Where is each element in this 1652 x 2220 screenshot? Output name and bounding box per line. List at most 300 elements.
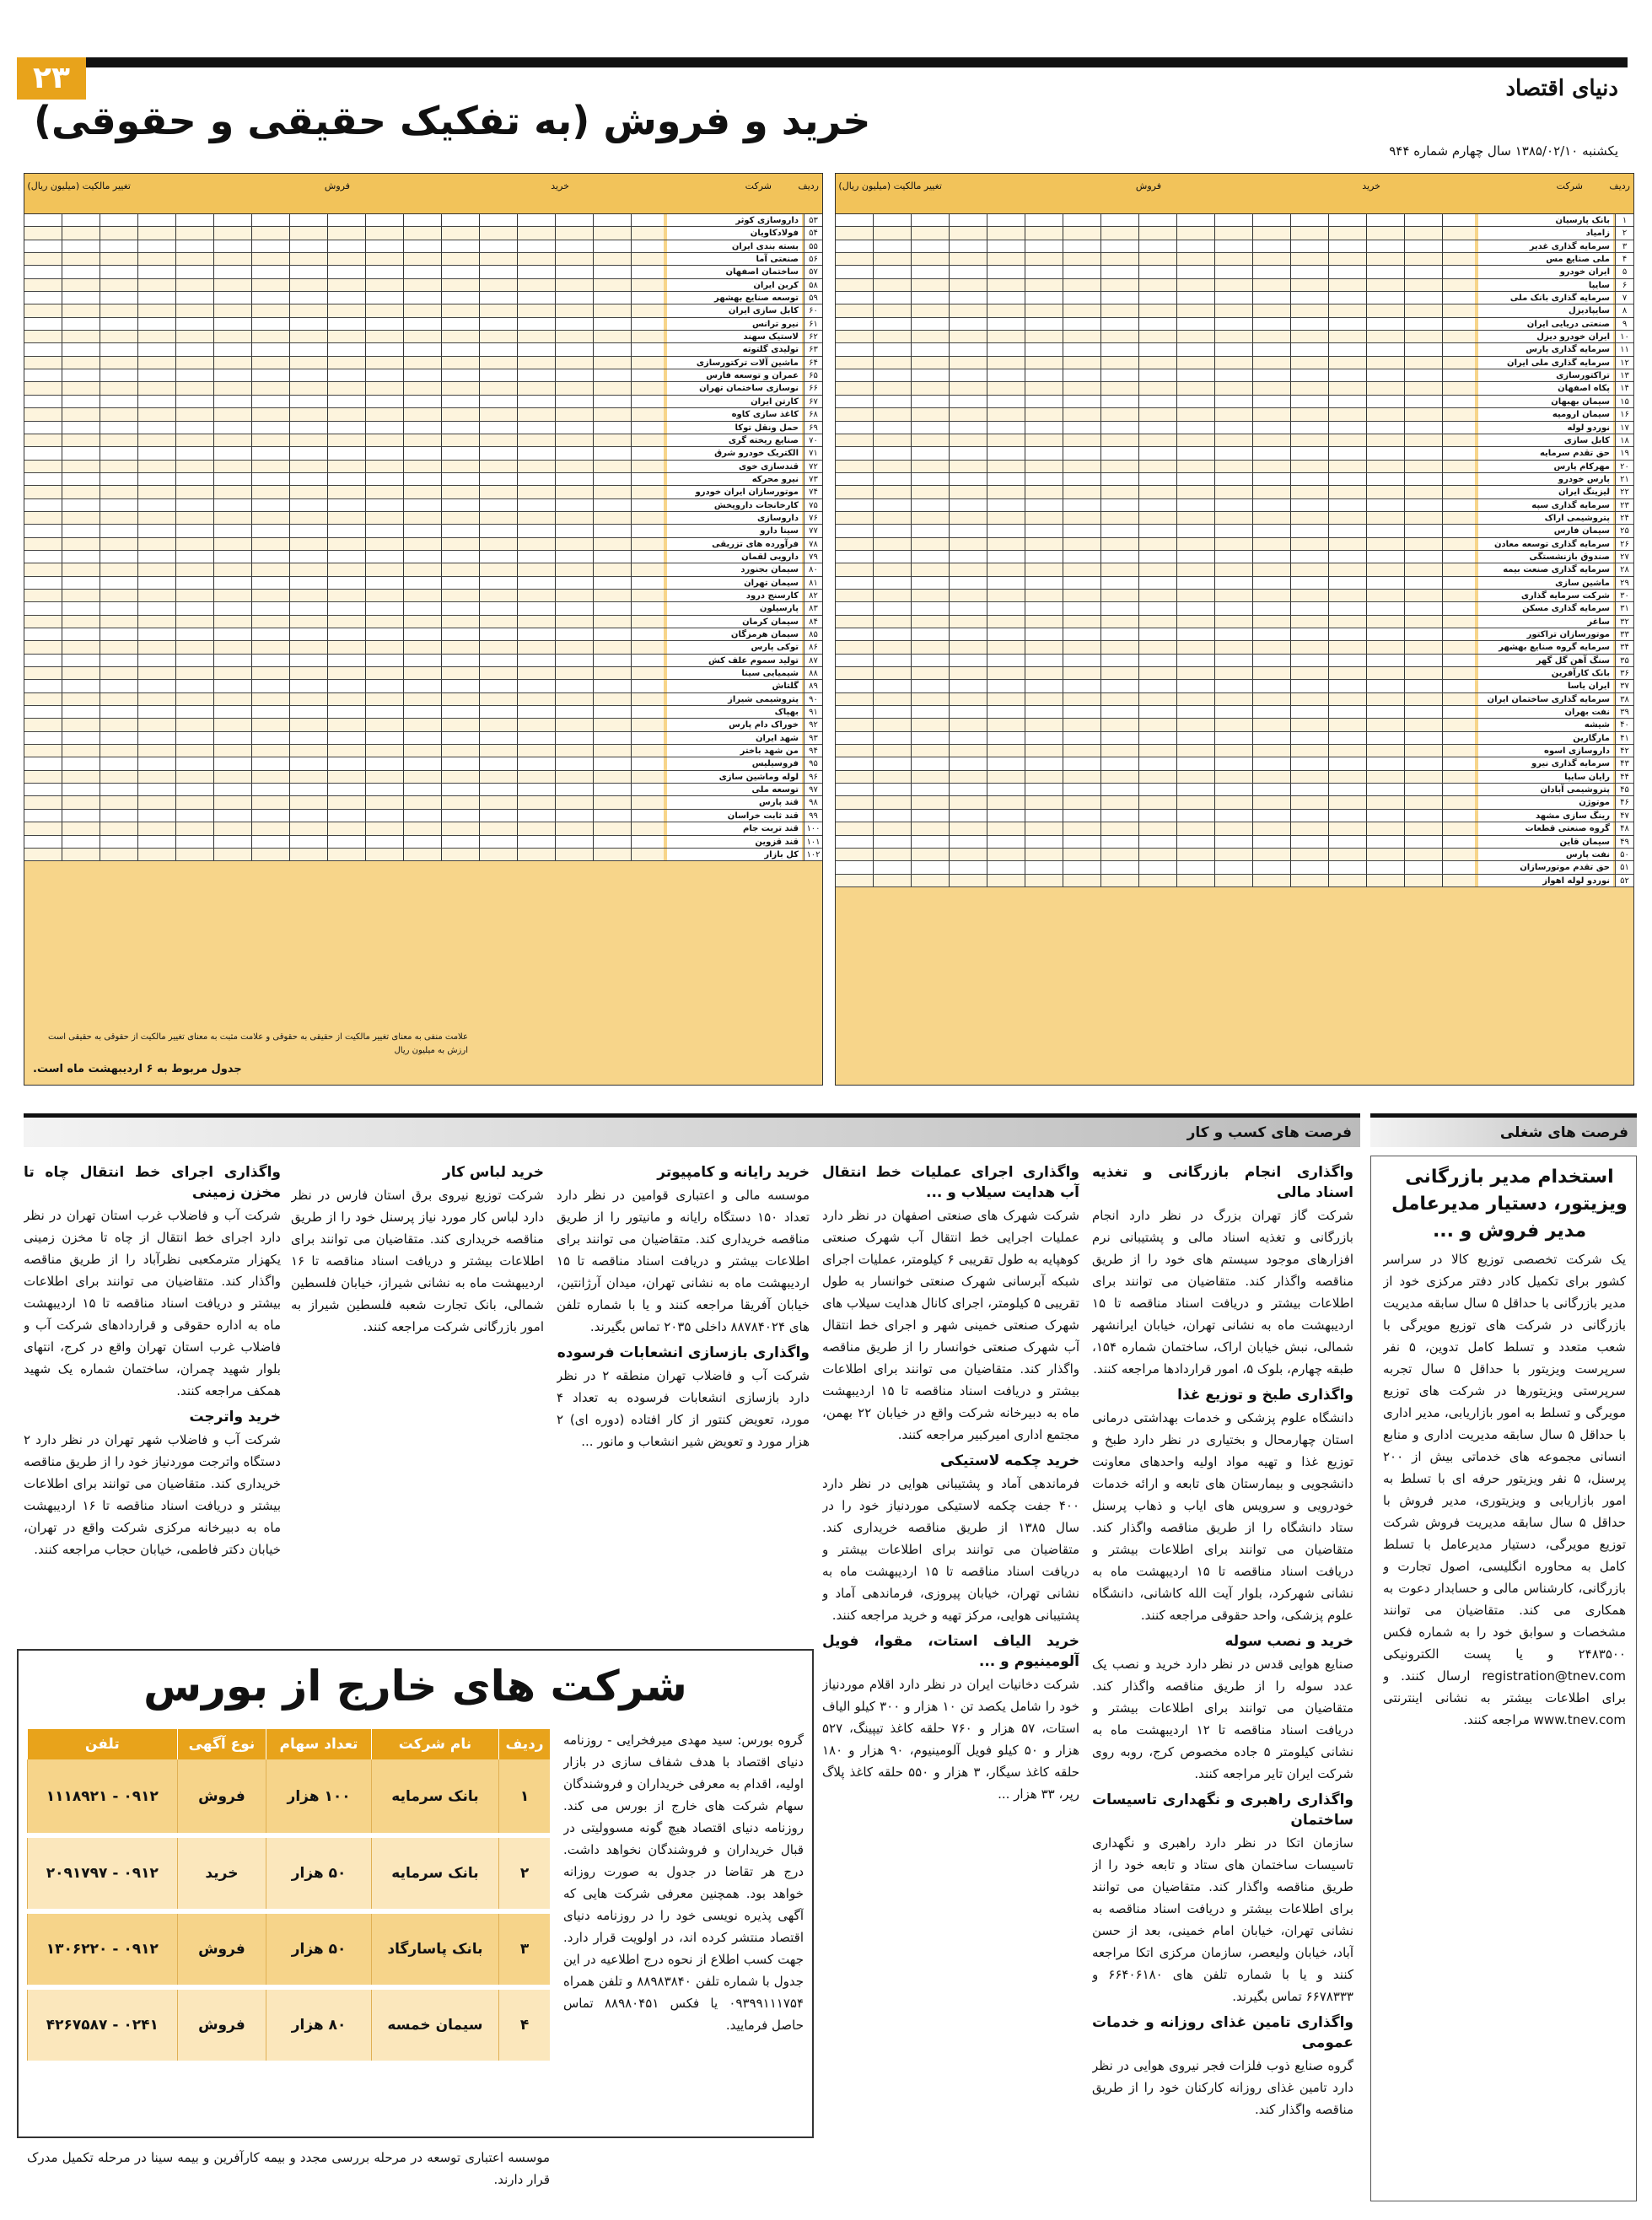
row-values <box>24 822 664 835</box>
row-values <box>836 279 1475 292</box>
company-name: سیمان تهران <box>667 577 802 590</box>
table-row <box>836 784 1633 796</box>
company-name: لوله وماشین سازی <box>667 771 802 784</box>
article-title: واگذاری بازسازی انشعابات فرسوده <box>557 1344 810 1361</box>
row-values <box>836 240 1475 253</box>
row-values <box>24 719 664 731</box>
table-row <box>836 525 1633 537</box>
table-row <box>24 318 822 331</box>
row-number: ۶۴ <box>804 357 822 369</box>
table-row <box>24 745 822 757</box>
row-number: ۸ <box>1615 304 1633 317</box>
row-values <box>836 292 1475 304</box>
row-values <box>836 577 1475 590</box>
row-number: ۶۸ <box>804 408 822 421</box>
row-values <box>24 214 664 227</box>
company-name: سیمان ارومیه <box>1478 408 1613 421</box>
table-cell: سیمان خمسه <box>371 1987 498 2063</box>
row-values <box>24 551 664 563</box>
company-name: سیمان بهبهان <box>1478 396 1613 408</box>
table-row <box>836 369 1633 382</box>
table-row <box>24 719 822 731</box>
row-values <box>836 706 1475 719</box>
company-name: توسعه ملی <box>667 784 802 796</box>
table-row <box>836 408 1633 421</box>
row-values <box>24 304 664 317</box>
table-row <box>836 331 1633 343</box>
table-row <box>28 1987 551 2063</box>
row-number: ۹۲ <box>804 719 822 731</box>
col-buy: خرید <box>1362 181 1380 191</box>
row-values <box>24 590 664 602</box>
row-number: ۵۸ <box>804 279 822 292</box>
table-row <box>836 512 1633 525</box>
row-values <box>836 486 1475 498</box>
row-values <box>24 292 664 304</box>
table-row <box>836 214 1633 227</box>
company-name: سرمایه گذاری سپه <box>1478 499 1613 512</box>
table-row <box>24 473 822 486</box>
company-name: شیمیایی سینا <box>667 667 802 680</box>
table-row <box>836 357 1633 369</box>
section-title: فرصت های کسب و کار <box>1187 1124 1352 1141</box>
company-name: سایپادیزل <box>1478 304 1613 317</box>
row-values <box>24 473 664 486</box>
article-body: فرماندهی آماد و پشتیبانی هوایی در نظر دارد ۴۰۰ جفت چکمه لاستیکی موردنیاز خود را در سال ۱۳۸۵ از طریق مناقصه خریداری کند. متقاضیان می توانند برای اطلاعات بیشتر و دریافت اسناد مناقصه تا ۱۵ اردیبهشت ماه به نشانی تهران، خیابان پیروزی، فرماندهی آماد و پشتیبانی هوایی، مرکز تهیه و خرید مراجعه کنند. <box>822 1476 1079 1623</box>
article-body: شرکت شهرک های صنعتی اصفهان در نظر دارد عملیات اجرایی خط انتقال آب شهرک صنعتی کوهپایه به طول تقریبی ۶ کیلومتر، عملیات اجرای شبکه آبرسانی شهرک صنعتی خوانسار به طول تقریبی ۵ کیلومتر، اجرای کانال هدایت سیلاب های شهرک صنعتی خمینی شهر و اجرای خط انتقال آب شهرک صنعتی خوانسار را از طریق مناقصه واگذار کند. متقاضیان می توانند برای اطلاعات بیشتر و دریافت اسناد مناقصه تا ۱۵ اردیبهشت ماه به دبیرخانه شرکت واقع در خیابان ۲۲ بهمن، مجتمع اداری امیرکبیر مراجعه کنند. <box>822 1208 1079 1442</box>
company-name: حق تقدم موتورسازان <box>1478 861 1613 874</box>
table-row <box>24 551 822 563</box>
table-note: جدول مربوط به ۶ اردیبهشت ماه است. <box>33 1063 242 1075</box>
table-row <box>836 719 1633 731</box>
table-rows <box>836 214 1633 887</box>
row-values <box>836 551 1475 563</box>
row-values <box>836 331 1475 343</box>
row-values <box>836 875 1475 887</box>
table-row <box>24 655 822 667</box>
table-row <box>24 357 822 369</box>
news-column-2 <box>822 1157 1079 2203</box>
row-values <box>836 357 1475 369</box>
column-header: نوع آگهی <box>177 1729 266 1759</box>
table-row <box>24 616 822 628</box>
table-row <box>836 861 1633 874</box>
row-number: ۴ <box>1615 253 1633 266</box>
row-values <box>24 279 664 292</box>
row-number: ۷۵ <box>804 499 822 512</box>
trade-table-right <box>835 173 1634 1086</box>
table-rows <box>24 214 822 861</box>
company-name: پکاه اصفهان <box>1478 382 1613 395</box>
row-number: ۶۷ <box>804 396 822 408</box>
row-values <box>24 680 664 692</box>
company-name: نوسازی ساختمان تهران <box>667 382 802 395</box>
company-name: سیمان فارس <box>1478 525 1613 537</box>
row-number: ۲۷ <box>1615 551 1633 563</box>
table-row <box>24 266 822 278</box>
row-values <box>24 538 664 551</box>
table-cell: خرید <box>177 1835 266 1911</box>
row-values <box>24 396 664 408</box>
company-name: مهرکام پارس <box>1478 461 1613 473</box>
table-row <box>836 227 1633 240</box>
row-number: ۷۱ <box>804 447 822 460</box>
table-row <box>28 1759 551 1835</box>
row-number: ۴۹ <box>1615 836 1633 849</box>
table-cell: بانک پاسارگاد <box>371 1911 498 1987</box>
row-number: ۹۵ <box>804 757 822 770</box>
row-values <box>24 240 664 253</box>
news-column-5 <box>24 1157 281 1638</box>
table-cell: فروش <box>177 1911 266 1987</box>
row-number: ۸۴ <box>804 616 822 628</box>
row-values <box>836 641 1475 654</box>
row-values <box>24 447 664 460</box>
row-values <box>24 784 664 796</box>
row-number: ۸۰ <box>804 563 822 576</box>
row-values <box>24 745 664 757</box>
table-row <box>836 706 1633 719</box>
row-number: ۲۱ <box>1615 473 1633 486</box>
row-number: ۸۳ <box>804 602 822 615</box>
company-name: ملی صنایع مس <box>1478 253 1613 266</box>
row-number: ۹۴ <box>804 745 822 757</box>
table-row <box>28 1835 551 1911</box>
row-number: ۳ <box>1615 240 1633 253</box>
table-row <box>24 434 822 447</box>
table-row <box>24 602 822 615</box>
company-name: قندسازی خوی <box>667 461 802 473</box>
table-row <box>24 331 822 343</box>
table-cell: ۱۰۰ هزار <box>266 1759 372 1835</box>
row-values <box>836 810 1475 822</box>
row-values <box>24 563 664 576</box>
row-number: ۵۵ <box>804 240 822 253</box>
table-row <box>836 822 1633 835</box>
company-name: فولادکاویان <box>667 227 802 240</box>
row-number: ۳۹ <box>1615 706 1633 719</box>
row-number: ۷۲ <box>804 461 822 473</box>
row-number: ۲۸ <box>1615 563 1633 576</box>
row-number: ۴۰ <box>1615 719 1633 731</box>
table-row <box>836 396 1633 408</box>
row-values <box>24 253 664 266</box>
company-name: کاغذ سازی کاوه <box>667 408 802 421</box>
table-row <box>836 563 1633 576</box>
company-name: داروسازی کوثر <box>667 214 802 227</box>
row-number: ۵۰ <box>1615 849 1633 861</box>
section-bar-jobs <box>1370 1113 1637 1147</box>
row-values <box>24 408 664 421</box>
row-values <box>836 796 1475 809</box>
table-row <box>836 849 1633 861</box>
company-name: پتروشیمی آبادان <box>1478 784 1613 796</box>
table-row <box>28 1911 551 1987</box>
row-values <box>24 836 664 849</box>
row-number: ۱۵ <box>1615 396 1633 408</box>
table-row <box>836 590 1633 602</box>
row-values <box>836 382 1475 395</box>
table-row <box>24 784 822 796</box>
table-header-row <box>28 1729 551 1759</box>
company-name: دارویی لقمان <box>667 551 802 563</box>
row-values <box>24 577 664 590</box>
company-name: ساختمان اصفهان <box>667 266 802 278</box>
table-row <box>24 253 822 266</box>
table-row <box>836 551 1633 563</box>
row-values <box>836 447 1475 460</box>
row-number: ۴۱ <box>1615 732 1633 745</box>
row-values <box>24 602 664 615</box>
table-row <box>836 836 1633 849</box>
row-number: ۹۳ <box>804 732 822 745</box>
row-number: ۹۱ <box>804 706 822 719</box>
table-body <box>28 1759 551 2063</box>
table-row <box>24 422 822 434</box>
row-values <box>836 667 1475 680</box>
table-row <box>836 499 1633 512</box>
row-values <box>836 680 1475 692</box>
company-name: سیمان قاین <box>1478 836 1613 849</box>
table-row <box>24 822 822 835</box>
table-row <box>836 577 1633 590</box>
table-note: علامت منفی به معنای تغییر مالکیت از حقیقی به حقوقی و علامت مثبت به معنای تغییر مالکیت از حقوقی به حقیقی است <box>48 1032 468 1042</box>
table-row <box>24 706 822 719</box>
table-row <box>24 396 822 408</box>
row-values <box>836 473 1475 486</box>
article-title: واگذاری اجرای عملیات خط انتقال آب هدایت سیلاب و ... <box>822 1164 1079 1201</box>
row-number: ۶۲ <box>804 331 822 343</box>
article-title: واگذاری طبخ و توزیع غذا <box>1177 1387 1353 1404</box>
row-number: ۱۴ <box>1615 382 1633 395</box>
company-name: شرکت سرمایه گذاری <box>1478 590 1613 602</box>
table-row <box>24 810 822 822</box>
col-buy: خرید <box>551 181 569 191</box>
company-name: تولید سموم علف کش <box>667 655 802 667</box>
row-number: ۴۵ <box>1615 784 1633 796</box>
company-name: موتوژن <box>1478 796 1613 809</box>
row-values <box>24 641 664 654</box>
company-name: ساغر <box>1478 616 1613 628</box>
table-cell: ۰۹۱۲ - ۱۳۰۶۲۲۰ <box>28 1911 178 1987</box>
article-body: شرکت آب و فاضلاب تهران منطقه ۲ در نظر دارد بازسازی انشعابات فرسوده به تعداد ۴ مورد، تعویض کنتور از کار افتاده (دوره ای) ۲ هزار مورد و تعویض شیر انشعاب و مانور ... <box>557 1368 810 1449</box>
row-number: ۹ <box>1615 318 1633 331</box>
column-header: ردیف <box>499 1729 550 1759</box>
article-body: سازمان اتکا در نظر دارد راهبری و نگهداری تاسیسات ساختمان های ستاد و تابعه خود را از طریق مناقصه واگذار کند. متقاضیان می توانند برای اطلاعات بیشتر و دریافت اسناد مناقصه به نشانی تهران، خیابان امام خمینی، بعد از حسن آباد، خیابان ولیعصر، سازمان مرکزی اتکا مراجعه کنند و یا با شماره تلفن های ۶۶۴۰۶۱۸۰ و ۶۶۷۸۳۳۳ تماس بگیرند. <box>1092 1835 1353 2004</box>
row-number: ۸۹ <box>804 680 822 692</box>
job-title: استخدام مدیر بازرگانی ویزیتور، دستیار مدیرعامل مدیر فروش و ... <box>1391 1167 1628 1242</box>
row-values <box>836 369 1475 382</box>
news-column-1 <box>1092 1157 1353 2203</box>
table-row <box>836 240 1633 253</box>
company-name: سایپا <box>1478 279 1613 292</box>
table-row <box>24 304 822 317</box>
table-cell: ۰۹۱۲ - ۱۱۱۸۹۲۱ <box>28 1759 178 1835</box>
job-body: یک شرکت تخصصی توزیع کالا در سراسر کشور برای تکمیل کادر دفتر مرکزی خود از مدیر بازرگانی با حداقل ۵ سال سابقه مدیریت بازرگانی در شرکت های توزیع مویرگی با شعب متعدد و تسلط کامل تدوین، ۵ نفر سرپرست ویزیتور با حداقل ۵ سال تجربه سرپرستی ویزیتورها در شرکت های توزیع مویرگی و تسلط به امور بازاریابی، مدیر اداری با حداقل ۵ سال سابقه مدیریت اداری و منابع انسانی مجموعه های خدماتی بیش از ۲۰۰ پرسنل، ۵ نفر ویزیتور حرفه ای با تسلط به امور بازاریابی و ویزیتوری، مدیر فروش با حداقل ۵ سال سابقه مدیریت فروش شرکت توزیع مویرگی، دستیار مدیرعامل با تسلط کامل به محاوره انگلیسی، اصول تجارت و بازرگانی، کارشناس مالی و حسابدار دعوت به همکاری می کند. متقاضیان می توانند مشخصات و سوابق خود را به شماره فکس ۲۴۸۳۵۰۰ و یا پست الکترونیکی registration@tnev.com ارسال کنند. و برای اطلاعات بیشتر به نشانی اینترنتی www.tnev.com مراجعه کنند. <box>1383 1252 1626 1727</box>
col-sell: فروش <box>1135 181 1161 191</box>
row-values <box>24 318 664 331</box>
article-title: خرید چکمه لاستیکی <box>939 1452 1079 1469</box>
header-rule <box>25 57 1628 67</box>
company-name: سنگ آهن گل گهر <box>1478 655 1613 667</box>
row-values <box>24 331 664 343</box>
row-values <box>24 757 664 770</box>
company-name: شهد ایران <box>667 732 802 745</box>
row-values <box>24 357 664 369</box>
row-number: ۷۸ <box>804 538 822 551</box>
row-number: ۳۷ <box>1615 680 1633 692</box>
table-cell: ۰۲۴۱ - ۴۲۶۷۵۸۷ <box>28 1987 178 2063</box>
table-row <box>24 628 822 641</box>
table-row <box>836 434 1633 447</box>
row-values <box>24 266 664 278</box>
row-values <box>836 461 1475 473</box>
table-row <box>836 693 1633 706</box>
row-values <box>836 732 1475 745</box>
row-values <box>24 667 664 680</box>
company-name: حق تقدم سرمایه <box>1478 447 1613 460</box>
row-number: ۲ <box>1615 227 1633 240</box>
row-values <box>836 214 1475 227</box>
company-name: بسته بندی ایران <box>667 240 802 253</box>
company-name: کارتن ایران <box>667 396 802 408</box>
row-number: ۱۰ <box>1615 331 1633 343</box>
table-cell: ۴ <box>499 1987 550 2063</box>
table-row <box>24 279 822 292</box>
company-name: موتورسازان ایران خودرو <box>667 486 802 498</box>
article-title: واگذاری تامین غذای روزانه و خدمات عمومی <box>1092 2014 1353 2051</box>
company-name: داروسازی اسوه <box>1478 745 1613 757</box>
table-row <box>24 240 822 253</box>
row-number: ۱۱ <box>1615 343 1633 356</box>
col-radif: ردیف <box>798 181 819 191</box>
company-name: ایران یاسا <box>1478 680 1613 692</box>
col-change: تغییر مالکیت (میلیون ریال) <box>838 181 942 191</box>
company-name: نفت بهران <box>1478 706 1613 719</box>
company-name: کارخانجات داروپخش <box>667 499 802 512</box>
row-number: ۱۳ <box>1615 369 1633 382</box>
row-values <box>836 563 1475 576</box>
company-name: الکتریک خودرو شرق <box>667 447 802 460</box>
row-values <box>836 784 1475 796</box>
company-name: رینگ سازی مشهد <box>1478 810 1613 822</box>
row-number: ۸۵ <box>804 628 822 641</box>
company-name: لیزینگ ایران <box>1478 486 1613 498</box>
row-values <box>24 461 664 473</box>
row-number: ۴۷ <box>1615 810 1633 822</box>
row-values <box>836 602 1475 615</box>
row-number: ۱۷ <box>1615 422 1633 434</box>
row-number: ۶۵ <box>804 369 822 382</box>
table-cell: ۸۰ هزار <box>266 1987 372 2063</box>
row-values <box>836 227 1475 240</box>
company-name: نیرو محرکه <box>667 473 802 486</box>
table-row <box>836 253 1633 266</box>
table-row <box>24 757 822 770</box>
bourse-heading: شرکت های خارج از بورس <box>143 1662 687 1711</box>
table-row <box>24 641 822 654</box>
row-number: ۳۱ <box>1615 602 1633 615</box>
article-body: موسسه مالی و اعتباری قوامین در نظر دارد تعداد ۱۵۰ دستگاه رایانه و مانیتور را از طریق مناقصه خریداری کند. متقاضیان می توانند برای اطلاعات بیشتر و دریافت اسناد مناقصه تا ۱۵ اردیبهشت ماه به نشانی تهران، میدان آرژانتین، خیابان آفریقا مراجعه کنند و یا با شماره تلفن های ۸۸۷۸۴۰۲۴ داخلی ۲۰۳۵ تماس بگیرند. <box>557 1188 810 1334</box>
table-row <box>836 628 1633 641</box>
table-row <box>24 461 822 473</box>
company-name: کابل سازی ایران <box>667 304 802 317</box>
table-row <box>836 292 1633 304</box>
article-body: شرکت آب و فاضلاب شهر تهران در نظر دارد ۲ دستگاه واترجت موردنیاز خود را از طریق مناقصه خریداری کند. متقاضیان می توانند برای اطلاعات بیشتر و دریافت اسناد مناقصه تا ۱۶ اردیبهشت ماه به دبیرخانه مرکزی شرکت واقع در تهران، خیابان دکتر فاطمی، خیابان حجاب مراجعه کنند. <box>24 1432 281 1557</box>
col-radif: ردیف <box>1609 181 1630 191</box>
company-name: خوراک دام پارس <box>667 719 802 731</box>
company-name: نوردو لوله اهواز <box>1478 875 1613 887</box>
article-body: شرکت آب و فاضلاب غرب استان تهران در نظر دارد اجرای خط انتقال از چاه تا مخزن زمینی یکهزار مترمکعبی نظرآباد را از طریق مناقصه واگذار کند. متقاضیان می توانند برای اطلاعات بیشتر و دریافت اسناد مناقصه تا ۱۵ اردیبهشت ماه به اداره حقوقی و قراردادهای شرکت آب و فاضلاب غرب استان تهران واقع در کرج، انتهای بلوار شهید چمران، ساختمان شماره یک شهید همکف مراجعه کنند. <box>24 1208 281 1398</box>
row-number: ۲۹ <box>1615 577 1633 590</box>
company-name: سرمایه گذاری ملی ایران <box>1478 357 1613 369</box>
row-number: ۱۹ <box>1615 447 1633 460</box>
company-name: قند ثابت خراسان <box>667 810 802 822</box>
company-name: سرمایه گذاری مسکن <box>1478 602 1613 615</box>
article-body: شرکت توزیع نیروی برق استان فارس در نظر دارد لباس کار مورد نیاز پرسنل خود را از طریق مناقصه خریداری کند. متقاضیان می توانند برای اطلاعات بیشتر و دریافت اسناد مناقصه تا ۱۶ اردیبهشت ماه به نشانی شیراز، خیابان فلسطین شمالی، بانک تجارت شعبه فلسطین شیراز به امور بازرگانی شرکت مراجعه کنند. <box>291 1188 544 1334</box>
company-name: موتورسازان تراکتور <box>1478 628 1613 641</box>
company-name: قند پارس <box>667 796 802 809</box>
company-name: توکی پارس <box>667 641 802 654</box>
company-name: سرمایه گذاری توسعه معادن <box>1478 538 1613 551</box>
table-row <box>836 486 1633 498</box>
row-number: ۶۱ <box>804 318 822 331</box>
company-name: بانک کارآفرین <box>1478 667 1613 680</box>
table-row <box>24 732 822 745</box>
company-name: بهپاک <box>667 706 802 719</box>
row-values <box>24 706 664 719</box>
row-number: ۶ <box>1615 279 1633 292</box>
row-number: ۸۷ <box>804 655 822 667</box>
table-row <box>24 836 822 849</box>
table-row <box>836 810 1633 822</box>
row-number: ۱۰۱ <box>804 836 822 849</box>
company-name: رایان سایپا <box>1478 771 1613 784</box>
table-row <box>836 461 1633 473</box>
row-number: ۵ <box>1615 266 1633 278</box>
article-title: خرید رایانه و کامپیوتر <box>657 1164 810 1181</box>
row-values <box>836 861 1475 874</box>
row-number: ۲۲ <box>1615 486 1633 498</box>
article-body: شرکت دخانیات ایران در نظر دارد اقلام موردنیاز خود را شامل یکصد تن ۱۰ هزار و ۳۰۰ کیلو الیاف استات، ۵۷ هزار و ۷۶۰ حلقه کاغذ تیپینگ، ۵۲۷ هزار و ۵۰ کیلو فویل آلومینیوم، ۹۰ هزار و ۱۸۰ حلقه کاغذ سیگار، ۳ هزار و ۵۵۰ حلقه کاغذ پلاگ رپر، ۳۳ هزار ... <box>822 1677 1079 1802</box>
row-number: ۵۱ <box>1615 861 1633 874</box>
row-values <box>836 745 1475 757</box>
news-column-4 <box>291 1157 544 1638</box>
table-row <box>836 732 1633 745</box>
table-row <box>24 447 822 460</box>
company-name: صندوق بازنشستگی <box>1478 551 1613 563</box>
company-name: قند قزوین <box>667 836 802 849</box>
row-number: ۹۸ <box>804 796 822 809</box>
table-row <box>836 473 1633 486</box>
row-number: ۹۰ <box>804 693 822 706</box>
table-row <box>836 757 1633 770</box>
company-name: ایران خودرو دیزل <box>1478 331 1613 343</box>
row-number: ۲۶ <box>1615 538 1633 551</box>
row-number: ۵۳ <box>804 214 822 227</box>
table-row <box>24 590 822 602</box>
article-title: واگذاری انجام بازرگانی و تغذیه اسناد مالی <box>1092 1164 1353 1201</box>
company-name: توسعه صنایع بهشهر <box>667 292 802 304</box>
table-cell: ۰۹۱۲ - ۲۰۹۱۷۹۷ <box>28 1835 178 1911</box>
table-row <box>24 577 822 590</box>
row-number: ۸۱ <box>804 577 822 590</box>
row-values <box>836 538 1475 551</box>
company-name: مارگارین <box>1478 732 1613 745</box>
company-name: نیرو ترانس <box>667 318 802 331</box>
table-cell: فروش <box>177 1759 266 1835</box>
dateline: یکشنبه ۱۳۸۵/۰۲/۱۰ سال چهارم شماره ۹۴۴ <box>1389 143 1618 159</box>
